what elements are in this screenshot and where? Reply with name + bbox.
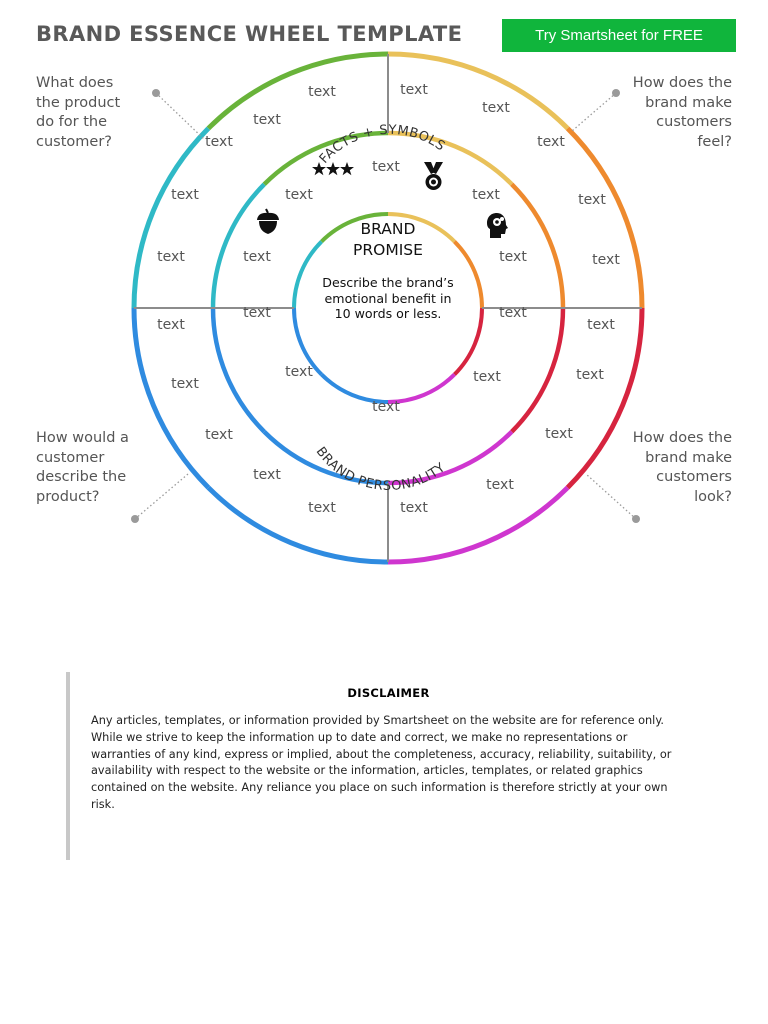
inner-ring-segment	[454, 242, 482, 308]
placeholder-text: text	[171, 187, 199, 203]
placeholder-text: text	[243, 305, 271, 321]
middle-ring-segment	[213, 184, 264, 308]
placeholder-text: text	[253, 467, 281, 483]
placeholder-text: text	[285, 364, 313, 380]
disclaimer-body: Any articles, templates, or information provided by Smartsheet on the website are for reference only. While we strive to keep the information up to date and correct, we make no representations or warranties of any kind, express or implied, about the completeness, accuracy, reliability, suitability, or availability with respect to the website or the information, articles, templates, or related graphics contained on the website. Any reliance you place on such information is therefore strictly at your own risk.	[91, 714, 672, 811]
placeholder-text: text	[587, 317, 615, 333]
placeholder-text: text	[308, 500, 336, 516]
ring-label-bottom	[313, 444, 449, 494]
connector-top-left	[156, 93, 205, 140]
connector-top-right	[572, 93, 616, 131]
connector-bottom-right-dot	[632, 515, 640, 523]
head-gears-icon	[487, 213, 508, 238]
center-desc-line3: 10 words or less.	[334, 306, 442, 321]
placeholder-text: text	[372, 159, 400, 175]
outer-ring-segment	[208, 54, 388, 128]
question-top-left: What does the product do for the customer?	[36, 75, 121, 150]
center-desc-line2: emotional benefit in	[324, 291, 452, 306]
placeholder-text: text	[576, 367, 604, 383]
connector-top-right-dot	[612, 89, 620, 97]
placeholder-text: text	[472, 187, 500, 203]
disclaimer-box	[66, 672, 686, 860]
disclaimer-title: DISCLAIMER	[347, 686, 430, 700]
connector-top-left-dot	[152, 89, 160, 97]
center-desc-line1: Describe the brand’s	[322, 275, 454, 290]
placeholder-text: text	[205, 134, 233, 150]
outer-ring-segment	[134, 308, 208, 488]
inner-ring-segment	[454, 308, 482, 374]
placeholder-text: text	[473, 369, 501, 385]
placeholder-text: text	[400, 500, 428, 516]
try-smartsheet-button[interactable]: Try Smartsheet for FREE	[502, 19, 736, 52]
placeholder-text: text	[400, 82, 428, 98]
outer-ring-segment	[134, 128, 208, 308]
placeholder-text: text	[171, 376, 199, 392]
placeholder-text: text	[205, 427, 233, 443]
middle-ring-segment	[388, 133, 512, 184]
placeholder-text: text	[157, 249, 185, 265]
inner-ring-segment	[294, 242, 322, 308]
placeholder-text: text	[482, 100, 510, 116]
placeholder-text: text	[308, 84, 336, 100]
question-top-right: How does the brand make customers feel?	[632, 75, 732, 150]
outer-ring-segment	[568, 308, 642, 488]
acorn-icon	[257, 209, 279, 234]
middle-ring-segment	[512, 184, 563, 308]
placeholder-text: text	[499, 249, 527, 265]
connector-bottom-left	[135, 474, 188, 519]
page-title: BRAND ESSENCE WHEEL TEMPLATE	[36, 22, 463, 46]
placeholder-text: text	[499, 305, 527, 321]
placeholder-text: text	[285, 187, 313, 203]
placeholder-text: text	[157, 317, 185, 333]
placeholder-text: text	[243, 249, 271, 265]
middle-ring-segment	[512, 308, 563, 432]
brand-personality-label: BRAND PERSONALITY	[312, 444, 449, 494]
outer-ring-segment	[208, 488, 388, 562]
medal-icon	[424, 162, 443, 190]
center-title-line1: BRAND	[360, 220, 416, 238]
middle-ring-segment	[213, 308, 264, 432]
placeholder-text: text	[545, 426, 573, 442]
center-title-line2: PROMISE	[353, 241, 423, 259]
placeholder-text: text	[486, 477, 514, 493]
middle-ring-segment	[388, 432, 512, 483]
placeholder-text: text	[537, 134, 565, 150]
placeholder-text: text	[578, 192, 606, 208]
stars-icon	[312, 162, 354, 175]
outer-ring-segment	[388, 488, 568, 562]
connector-bottom-right	[586, 474, 636, 519]
connector-bottom-left-dot	[131, 515, 139, 523]
question-bottom-right: How does the brand make customers look?	[632, 430, 732, 505]
placeholder-text: text	[592, 252, 620, 268]
outer-ring-segment	[568, 128, 642, 308]
placeholder-text: text	[372, 399, 400, 415]
inner-ring-segment	[388, 374, 454, 402]
inner-ring-segment	[322, 374, 388, 402]
facts-symbols-label: FACTS + SYMBOLS	[316, 122, 448, 167]
question-bottom-left: How would a customer describe the product?	[36, 430, 129, 505]
placeholder-text: text	[253, 112, 281, 128]
